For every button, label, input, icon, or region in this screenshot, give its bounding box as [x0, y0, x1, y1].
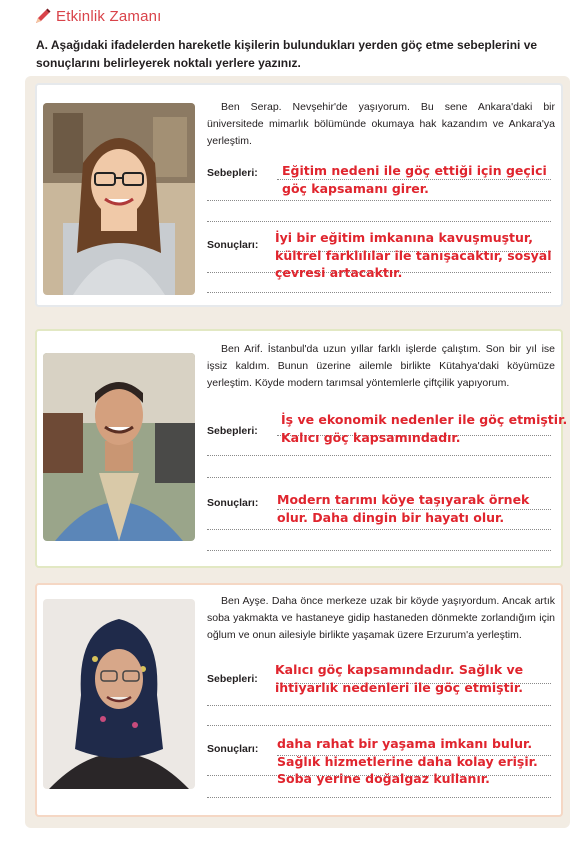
results-label: Sonuçları:	[207, 743, 259, 755]
person-card-ayse	[35, 583, 563, 817]
answer-line	[207, 797, 551, 798]
answer-line	[207, 292, 551, 293]
person-card-arif	[35, 329, 568, 568]
story-text: Ben Arif. İstanbul'da uzun yıllar farklı işlerde çalıştım. Son bir yıl ise işsiz kaldım. Bunun üzerine ailemle birlikte Kütahya'daki köyümüze yerleştim. Köyde modern tarımsal yöntemlerle çiftçilik yapıyorum.	[207, 343, 555, 389]
causes-label: Sebepleri:	[207, 673, 258, 685]
photo-farmer-man	[43, 353, 195, 541]
instruction-text: A. Aşağıdaki ifadelerden hareketle kişilerin bulundukları yerden göç etme sebeplerini ve sonuçlarını belirleyerek noktalı yerlere yazınız.	[36, 38, 538, 70]
answer-line	[207, 455, 551, 456]
causes-answer: İş ve ekonomik nedenler ile göç etmiştir. Kalıcı göç kapsamındadır.	[281, 412, 568, 445]
activity-title: Etkinlik Zamanı	[56, 7, 162, 25]
causes-answer: Kalıcı göç kapsamındadır. Sağlık ve ihtiyarlık nedenleri ile göç etmiştir.	[275, 662, 524, 695]
causes-label: Sebepleri:	[207, 167, 258, 179]
person-card-serap	[35, 83, 563, 307]
results-label: Sonuçları:	[207, 239, 259, 251]
results-answer: daha rahat bir yaşama imkanı bulur. Sağlık hizmetlerine daha kolay erişir. Soba yerine doğalgaz kullanır.	[277, 736, 538, 786]
story-text: Ben Serap. Nevşehir'de yaşıyorum. Bu sene Ankara'daki bir üniversitede mimarlık bölümünde okumaya hak kazandım ve Ankara'ya yerleştim.	[207, 101, 555, 147]
answer-line	[207, 550, 551, 551]
activity-header	[32, 6, 162, 26]
answer-line	[207, 529, 551, 530]
causes-label: Sebepleri:	[207, 425, 258, 437]
results-answer: İyi bir eğitim imkanına kavuşmuştur, kültrel farklılılar ile tanışacaktır, sosyal çevresi artacaktır.	[275, 230, 552, 280]
answer-line	[207, 221, 551, 222]
pen-icon	[32, 6, 52, 26]
photo-elderly-woman	[43, 599, 195, 789]
answer-line	[207, 725, 551, 726]
causes-answer: Eğitim nedeni ile göç ettiği için geçici göç kapsamanı girer.	[282, 163, 547, 196]
results-label: Sonuçları:	[207, 497, 259, 509]
answer-line	[207, 705, 551, 706]
answer-line	[207, 477, 551, 478]
photo-young-woman	[43, 103, 195, 295]
results-answer: Modern tarımı köye taşıyarak örnek olur. Daha dingin bir hayatı olur.	[277, 492, 530, 525]
story-text: Ben Ayşe. Daha önce merkeze uzak bir köyde yaşıyordum. Ancak artık soba yakmakta ve hastaneye gidip hastaneden dönmekte zorlandığım için oğlum ve onun ailesiyle birlikte yaşamak üzere Erzurum'a yerleştim.	[207, 595, 555, 641]
answer-line	[207, 200, 551, 201]
